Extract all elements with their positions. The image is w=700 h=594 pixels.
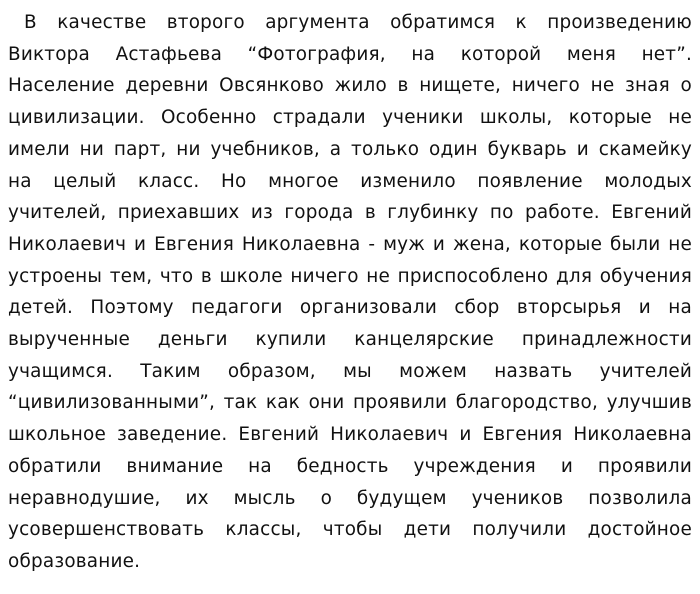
essay-paragraph: В качестве второго аргумента обратимся к произведению Виктора Астафьева “Фотография, на которой меня нет”. Население деревни Овсянково жило в нищете, ничего не зная о цивилизации. Особенно страдали ученики школы, которые не имели ни парт, ни учебников, а только один букварь и скамейку на целый класс. Но многое изменило появление молодых учителей, приехавших из города в глубинку по работе. Евгений Николаевич и Евгения Николаевна - муж и жена, которые были не устроены тем, что в школе ничего не приспособлено для обучения детей. Поэтому педагоги организовали сбор вторсырья и на вырученные деньги купили канцелярские принадлежности учащимся. Таким образом, мы можем назвать учителей “цивилизованными”, так как они проявили благородство, улучшив школьное заведение. Евгений Николаевич и Евгения Николаевна обратили внимание на бедность учреждения и проявили неравнодушие, их мысль о будущем учеников позволила усовершенствовать классы, чтобы дети получили достойное образование. xyxy=(8,12,692,572)
document-text xyxy=(8,7,692,578)
